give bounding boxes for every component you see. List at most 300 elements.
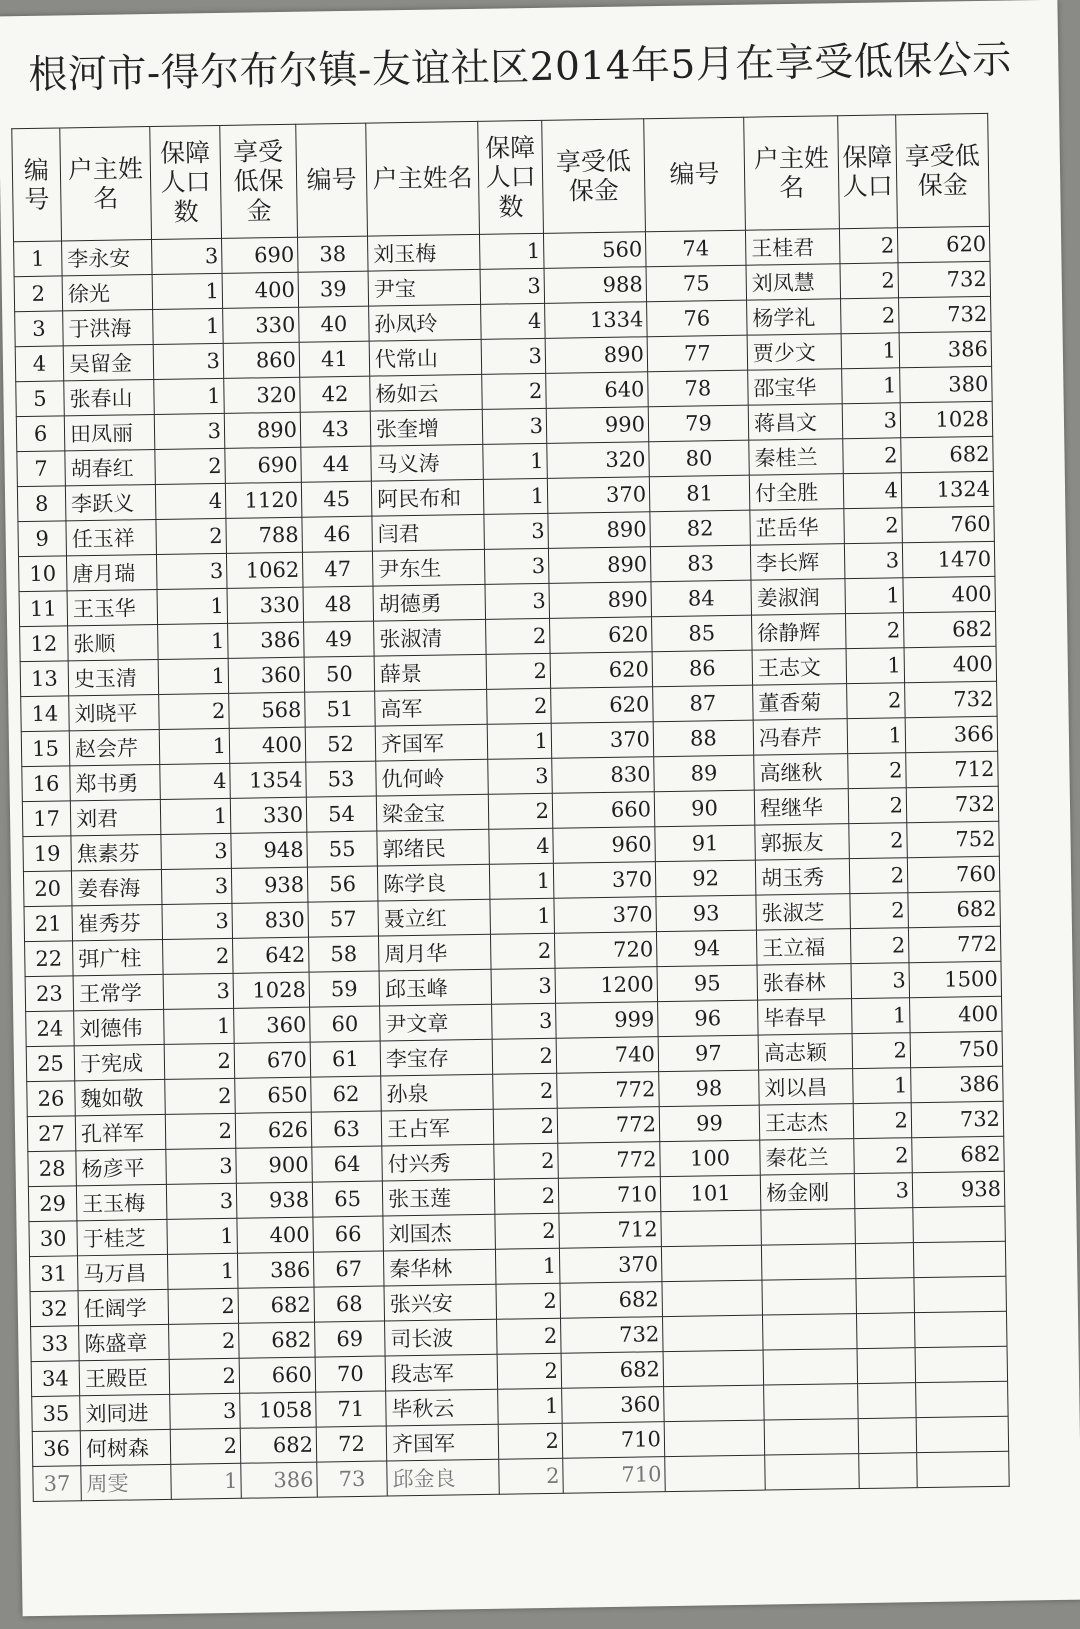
subsidy-amount: 386 (899, 331, 992, 367)
record-number: 79 (648, 405, 749, 442)
persons-count: 2 (487, 688, 552, 724)
persons-count: 3 (161, 833, 232, 869)
householder-name: 田凤丽 (64, 415, 155, 451)
subsidy-amount: 682 (908, 891, 1001, 927)
persons-count: 1 (158, 658, 229, 694)
subsidy-amount: 682 (901, 436, 994, 472)
subsidy-amount: 360 (228, 657, 305, 693)
record-number: 56 (307, 866, 378, 902)
householder-name: 胡春红 (65, 450, 156, 486)
record-number: 48 (303, 586, 374, 622)
subsidy-amount: 360 (234, 1007, 311, 1043)
householder-name: 邵宝华 (748, 369, 843, 405)
persons-count: 2 (848, 753, 907, 789)
subsidy-amount (914, 1311, 1007, 1347)
record-number: 65 (312, 1181, 383, 1217)
subsidy-amount: 660 (552, 792, 655, 829)
header-householder: 户主姓名 (366, 121, 480, 236)
record-number: 88 (653, 720, 754, 757)
header-amount: 享受低保金 (542, 119, 646, 234)
householder-name: 梁金宝 (376, 794, 489, 831)
record-number: 1 (14, 241, 63, 277)
householder-name: 付兴秀 (382, 1144, 495, 1181)
persons-count: 2 (486, 653, 551, 689)
householder-name: 秦花兰 (760, 1139, 855, 1175)
persons-count: 3 (854, 1173, 913, 1209)
record-number: 33 (31, 1326, 80, 1362)
subsidy-amount: 380 (900, 366, 993, 402)
record-number: 53 (306, 761, 377, 797)
persons-count: 2 (168, 1288, 239, 1324)
subsidy-amount: 830 (552, 757, 655, 794)
subsidy-amount: 400 (904, 646, 997, 682)
subsidy-amount: 560 (543, 232, 646, 269)
table-body (14, 226, 1010, 1501)
householder-name: 王占军 (381, 1109, 494, 1146)
record-number: 62 (311, 1076, 382, 1112)
persons-count: 3 (842, 403, 901, 439)
householder-name: 王立福 (756, 929, 851, 965)
subsidy-amount (913, 1241, 1006, 1277)
record-number: 55 (307, 831, 378, 867)
householder-name: 闫君 (372, 514, 485, 551)
subsidy-amount: 682 (240, 1427, 317, 1463)
record-number: 91 (655, 825, 756, 862)
record-number: 63 (311, 1111, 382, 1147)
subsidy-amount: 330 (223, 307, 300, 343)
persons-count: 3 (481, 338, 546, 374)
record-number: 26 (27, 1081, 76, 1117)
householder-name: 张春山 (64, 380, 155, 416)
record-number: 96 (658, 1000, 759, 1037)
householder-name: 刘同进 (80, 1394, 171, 1430)
subsidy-amount: 690 (225, 447, 302, 483)
persons-count: 2 (496, 1283, 561, 1319)
record-number: 83 (650, 545, 751, 582)
householder-name: 胡玉秀 (755, 859, 850, 895)
persons-count: 2 (848, 788, 907, 824)
record-number: 82 (650, 510, 751, 547)
record-number: 22 (25, 941, 74, 977)
persons-count: 3 (162, 903, 233, 939)
subsidy-amount: 386 (237, 1252, 314, 1288)
householder-name: 邱金良 (387, 1459, 500, 1496)
persons-count (858, 1418, 917, 1454)
record-number: 29 (28, 1186, 77, 1222)
persons-count: 2 (850, 893, 909, 929)
record-number: 101 (660, 1175, 761, 1212)
persons-count: 2 (845, 613, 904, 649)
subsidy-amount: 710 (558, 1177, 661, 1214)
persons-count: 2 (165, 1113, 236, 1149)
subsidy-amount: 386 (241, 1462, 318, 1498)
subsidy-amount: 682 (560, 1282, 663, 1319)
subsidy-amount: 360 (562, 1387, 665, 1424)
householder-name: 焦素芬 (71, 834, 162, 870)
householder-name (762, 1279, 857, 1315)
householder-name (762, 1314, 857, 1350)
persons-count: 2 (486, 618, 551, 654)
householder-name: 刘君 (70, 799, 161, 835)
persons-count: 2 (490, 933, 555, 969)
subsidy-amount: 732 (905, 681, 998, 717)
subsidy-amount: 370 (551, 722, 654, 759)
householder-name: 尹文章 (380, 1004, 493, 1041)
persons-count (855, 1208, 914, 1244)
householder-name: 张兴安 (384, 1284, 497, 1321)
record-number: 47 (302, 551, 373, 587)
householder-name: 齐国军 (375, 724, 488, 761)
subsidy-amount: 1028 (900, 401, 993, 437)
persons-count: 1 (167, 1218, 238, 1254)
record-number: 4 (15, 346, 64, 382)
householder-name (761, 1209, 856, 1245)
persons-count: 1 (160, 798, 231, 834)
subsidy-amount: 760 (902, 506, 995, 542)
record-number: 57 (308, 901, 379, 937)
subsidy-amount: 772 (908, 926, 1001, 962)
persons-count: 2 (495, 1213, 560, 1249)
subsidy-amount: 682 (561, 1352, 664, 1389)
record-number: 86 (652, 650, 753, 687)
householder-name: 李跃义 (65, 485, 156, 521)
record-number: 20 (23, 871, 72, 907)
persons-count: 2 (498, 1423, 563, 1459)
persons-count: 3 (153, 343, 224, 379)
header-number: 编号 (644, 117, 746, 232)
subsidy-amount: 1062 (226, 552, 303, 588)
record-number: 8 (17, 486, 66, 522)
persons-count: 1 (159, 728, 230, 764)
record-number: 60 (310, 1006, 381, 1042)
record-number: 77 (647, 335, 748, 372)
record-number: 5 (16, 381, 65, 417)
persons-count: 2 (159, 693, 230, 729)
householder-name: 郑书勇 (70, 764, 161, 800)
record-number: 35 (32, 1396, 81, 1432)
persons-count: 2 (840, 263, 899, 299)
record-number: 13 (20, 661, 69, 697)
householder-name: 郭振友 (755, 824, 850, 860)
persons-count: 1 (154, 378, 225, 414)
householder-name: 史玉清 (68, 659, 159, 695)
persons-count (859, 1453, 918, 1489)
record-number: 95 (657, 965, 758, 1002)
persons-count: 1 (853, 1068, 912, 1104)
householder-name: 高志颖 (758, 1034, 853, 1070)
householder-name: 任阔学 (78, 1289, 169, 1325)
persons-count: 1 (487, 723, 552, 759)
record-number: 69 (315, 1321, 386, 1357)
persons-count: 1 (498, 1388, 563, 1424)
persons-count: 3 (485, 583, 550, 619)
subsidy-amount: 710 (563, 1457, 666, 1494)
record-number: 64 (312, 1146, 383, 1182)
subsidy-amount: 400 (903, 576, 996, 612)
record-number: 71 (316, 1391, 387, 1427)
subsidy-amount: 1354 (230, 762, 307, 798)
record-number: 87 (653, 685, 754, 722)
persons-count: 3 (161, 868, 232, 904)
persons-count: 3 (492, 1003, 557, 1039)
subsidy-amount: 400 (237, 1217, 314, 1253)
householder-name: 姜春海 (71, 869, 162, 905)
persons-count: 2 (853, 1103, 912, 1139)
subsidy-amount: 900 (236, 1147, 313, 1183)
subsidy-amount: 732 (561, 1317, 664, 1354)
record-number: 42 (300, 376, 371, 412)
householder-name: 弭广柱 (73, 939, 164, 975)
subsidy-amount: 642 (233, 937, 310, 973)
document-title: 根河市-得尔布尔镇-友谊社区2014年5月在享受低保公示 (28, 37, 1013, 98)
persons-count: 4 (481, 303, 546, 339)
subsidy-amount: 1120 (225, 482, 302, 518)
header-persons: 保障人口数 (478, 120, 544, 234)
householder-name: 孙泉 (381, 1074, 494, 1111)
persons-count: 2 (494, 1178, 559, 1214)
persons-count: 2 (482, 373, 547, 409)
persons-count: 1 (153, 308, 224, 344)
persons-count (855, 1243, 914, 1279)
subsidy-amount: 682 (239, 1322, 316, 1358)
persons-count: 2 (493, 1073, 558, 1109)
record-number: 30 (29, 1221, 78, 1257)
record-number: 46 (302, 516, 373, 552)
persons-count: 4 (489, 828, 554, 864)
householder-name: 高军 (375, 689, 488, 726)
persons-count (857, 1348, 916, 1384)
record-number: 76 (647, 300, 748, 337)
householder-name: 姜淑润 (751, 579, 846, 615)
householder-name: 王桂君 (745, 229, 840, 265)
subsidy-amount (914, 1276, 1007, 1312)
subsidy-amount: 760 (907, 856, 1000, 892)
householder-name: 张玉莲 (382, 1179, 495, 1216)
record-number: 100 (660, 1140, 761, 1177)
persons-count: 3 (482, 408, 547, 444)
persons-count: 2 (841, 298, 900, 334)
record-number: 39 (298, 271, 369, 307)
persons-count: 1 (841, 333, 900, 369)
householder-name: 周月华 (378, 934, 491, 971)
record-number: 92 (655, 860, 756, 897)
householder-name: 刘德伟 (74, 1009, 165, 1045)
householder-name: 代常山 (369, 339, 482, 376)
householder-name: 郭绪民 (377, 829, 490, 866)
persons-count: 3 (484, 548, 549, 584)
persons-count: 3 (480, 268, 545, 304)
householder-name: 尹东生 (372, 549, 485, 586)
subsidy-amount: 890 (548, 547, 651, 584)
householder-name (764, 1384, 859, 1420)
header-householder: 户主姓名 (60, 127, 152, 241)
record-number (662, 1280, 763, 1317)
subsidy-amount: 740 (556, 1037, 659, 1074)
record-number: 21 (24, 906, 73, 942)
persons-count: 2 (155, 448, 226, 484)
persons-count: 1 (483, 478, 548, 514)
record-number: 38 (298, 236, 369, 272)
record-number: 80 (649, 440, 750, 477)
subsidy-amount: 690 (222, 237, 299, 273)
householder-name: 吴留金 (63, 345, 154, 381)
persons-count: 3 (844, 543, 903, 579)
record-number (664, 1385, 765, 1422)
subsidy-amount: 682 (903, 611, 996, 647)
subsidy-amount (916, 1381, 1009, 1417)
householder-name: 司长波 (385, 1319, 498, 1356)
record-number: 23 (25, 976, 74, 1012)
record-number: 51 (305, 691, 376, 727)
persons-count: 4 (155, 483, 226, 519)
householder-name: 秦桂兰 (749, 439, 844, 475)
subsidy-amount: 712 (906, 751, 999, 787)
subsidy-amount: 720 (554, 932, 657, 969)
subsidy-amount: 640 (546, 372, 649, 409)
subsidy-amount: 752 (907, 821, 1000, 857)
record-number: 11 (19, 591, 68, 627)
householder-name: 于宪成 (74, 1044, 165, 1080)
subsidy-amount: 620 (550, 617, 653, 654)
subsidy-amount: 650 (235, 1077, 312, 1113)
record-number: 17 (22, 801, 71, 837)
householder-name (761, 1244, 856, 1280)
subsidy-amount: 938 (236, 1182, 313, 1218)
persons-count: 1 (483, 443, 548, 479)
subsidy-amount: 682 (238, 1287, 315, 1323)
header-amount: 享受低保金 (896, 113, 990, 227)
persons-count: 2 (839, 228, 898, 264)
record-number: 54 (306, 796, 377, 832)
record-number (664, 1420, 765, 1457)
subsidy-amount: 988 (544, 267, 647, 304)
record-number: 90 (654, 790, 755, 827)
record-number: 52 (305, 726, 376, 762)
persons-count: 2 (488, 793, 553, 829)
householder-name: 李宝存 (380, 1039, 493, 1076)
record-number: 34 (31, 1361, 80, 1397)
householder-name: 尹宝 (368, 269, 481, 306)
persons-count: 3 (163, 973, 234, 1009)
householder-name: 刘国杰 (383, 1214, 496, 1251)
subsidy-amount: 670 (234, 1042, 311, 1078)
householder-name: 王志文 (752, 649, 847, 685)
record-number: 94 (656, 930, 757, 967)
subsidy-amount: 860 (223, 342, 300, 378)
householder-name: 聂立红 (378, 899, 491, 936)
persons-count (858, 1383, 917, 1419)
subsidy-amount: 830 (232, 902, 309, 938)
record-number: 89 (654, 755, 755, 792)
persons-count: 2 (852, 1033, 911, 1069)
subsidy-amount: 660 (239, 1357, 316, 1393)
subsidy-amount: 330 (227, 587, 304, 623)
subsidy-amount: 1470 (902, 541, 995, 577)
subsidy-amount: 370 (553, 862, 656, 899)
subsidy-amount: 620 (551, 687, 654, 724)
record-number: 16 (22, 766, 71, 802)
persons-count: 4 (160, 763, 231, 799)
householder-name: 任玉祥 (66, 519, 157, 555)
subsidy-amount: 366 (905, 716, 998, 752)
persons-count: 1 (847, 718, 906, 754)
subsidy-amount: 890 (549, 582, 652, 619)
subsidy-amount: 712 (559, 1212, 662, 1249)
record-number: 73 (317, 1461, 388, 1497)
householder-name: 薛景 (374, 654, 487, 691)
persons-count: 3 (166, 1148, 237, 1184)
subsidy-amount (917, 1451, 1010, 1487)
householder-name: 王殿臣 (79, 1359, 170, 1395)
subsidy-amount: 370 (547, 477, 650, 514)
record-number: 31 (29, 1256, 78, 1292)
record-number: 43 (300, 411, 371, 447)
subsidy-amount: 1324 (901, 471, 994, 507)
record-number: 61 (310, 1041, 381, 1077)
subsidy-amount: 1334 (545, 302, 648, 339)
subsidy-amount: 890 (224, 412, 301, 448)
householder-name: 孙凤玲 (369, 304, 482, 341)
record-number: 66 (313, 1216, 384, 1252)
persons-count: 3 (491, 968, 556, 1004)
persons-count: 3 (851, 963, 910, 999)
persons-count: 3 (488, 758, 553, 794)
householder-name: 于洪海 (63, 310, 154, 346)
subsidy-amount: 772 (557, 1107, 660, 1144)
householder-name: 陈盛章 (79, 1324, 170, 1360)
subsidy-amount: 732 (899, 296, 992, 332)
persons-count: 1 (158, 623, 229, 659)
subsidy-amount: 732 (906, 786, 999, 822)
subsidy-amount: 1500 (909, 961, 1002, 997)
persons-count: 2 (493, 1108, 558, 1144)
persons-count: 2 (499, 1458, 564, 1494)
header-row (12, 113, 990, 241)
householder-name: 张奎增 (370, 409, 483, 446)
record-number: 36 (32, 1431, 81, 1467)
householder-name: 唐月瑞 (66, 554, 157, 590)
record-number: 85 (652, 615, 753, 652)
subsidy-amount: 320 (547, 442, 650, 479)
householder-name: 程继华 (754, 789, 849, 825)
householder-name: 孔祥军 (75, 1114, 166, 1150)
persons-count: 1 (852, 998, 911, 1034)
householder-name: 张春林 (757, 964, 852, 1000)
persons-count: 2 (163, 938, 234, 974)
subsidy-amount: 960 (553, 827, 656, 864)
subsidy-amount (916, 1416, 1009, 1452)
persons-count: 2 (849, 858, 908, 894)
householder-name: 张淑清 (374, 619, 487, 656)
subsidy-amount: 620 (550, 652, 653, 689)
record-number: 98 (659, 1070, 760, 1107)
subsidy-amount: 938 (912, 1171, 1005, 1207)
householder-name: 毕秋云 (386, 1389, 499, 1426)
subsidy-amount: 990 (546, 407, 649, 444)
subsidy-amount: 999 (556, 1002, 659, 1039)
householder-name: 马万昌 (77, 1254, 168, 1290)
householder-name: 毕春早 (758, 999, 853, 1035)
record-number: 28 (28, 1151, 77, 1187)
record-number: 32 (30, 1291, 79, 1327)
householder-name (764, 1419, 859, 1455)
householder-name: 周雯 (81, 1464, 172, 1500)
householder-name: 蒋昌文 (748, 404, 843, 440)
persons-count: 3 (156, 553, 227, 589)
record-number: 67 (313, 1251, 384, 1287)
subsidy-amount: 788 (226, 517, 303, 553)
record-number: 15 (21, 731, 70, 767)
